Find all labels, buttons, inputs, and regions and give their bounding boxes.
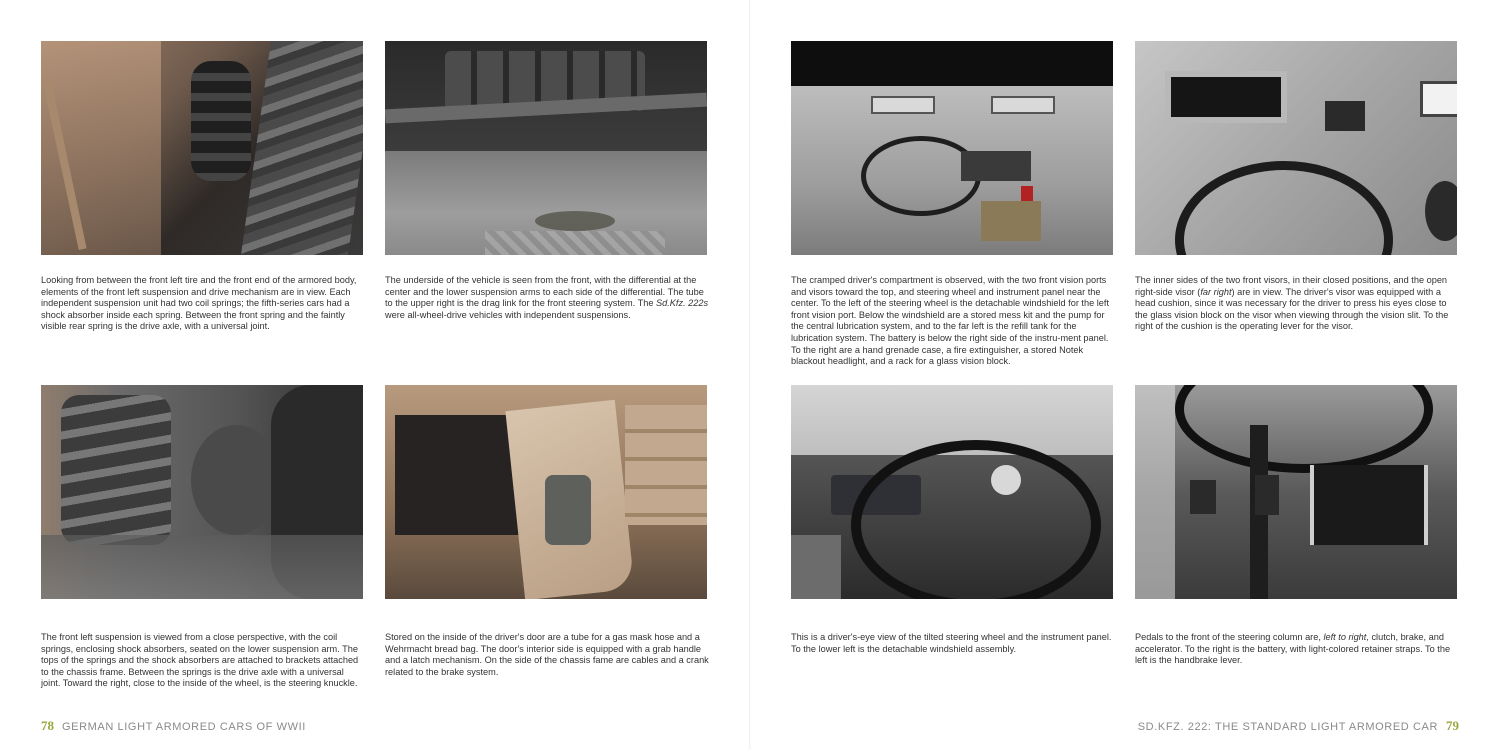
front-visors-photo [1135, 41, 1457, 255]
caption-coil-springs: The front left suspension is viewed from a close perspective, with the coil springs, enclosing shock absorbers, seated on the lower suspension arm. The tops of the springs and the shock absorbers are attached to brackets attached to the chassis frame. Between the springs is the drive axle with a universal joint. Toward the right, close to the inside of the wheel, is the steering knuckle. [41, 632, 359, 689]
running-title-left: GERMAN LIGHT ARMORED CARS OF WWII [62, 721, 306, 733]
caption-vehicle-underside [385, 275, 709, 321]
caption-italic-text: far right [1200, 286, 1232, 297]
caption-text: Pedals to the front of the steering column are, [1135, 632, 1324, 642]
caption-pedals [1135, 632, 1459, 667]
caption-steering-wheel-view: This is a driver's-eye view of the tilted steering wheel and the instrument panel. To the lower left is the detachable windshield assembly. [791, 632, 1112, 654]
right-page [750, 0, 1500, 750]
caption-italic-text: Sd.Kfz. 222s [656, 298, 709, 309]
caption-text: clutch, brake, and accelerator. To the right is the battery, with light-colored retainer straps. To the left is the handbrake lever. [1135, 632, 1451, 666]
caption-front-visors [1135, 275, 1459, 333]
caption-text: The inner sides of the two front visors, in their closed positions, and the open right-side visor ( [1135, 275, 1448, 297]
coil-springs-closeup-photo [41, 385, 363, 599]
page-number-right: 79 [1446, 718, 1459, 733]
caption-italic-text: left to right, [1323, 632, 1369, 642]
caption-text: were all-wheel-drive vehicles with independent suspensions. [385, 309, 631, 320]
caption-drivers-compartment: The cramped driver's compartment is observed, with the two front vision ports and visors toward the top, and steering wheel and instrument panel near the center. To the left of the steering wheel is the detachable windshield for the left front vision port. Below the windshield are a stored mess kit and the pump for the central lubrication system, and to the far left is the refill tank for the lubrication system. The battery is below the right side of the instru-ment panel. To the right are a hand grenade case, a fire extinguisher, a stored Notek blackout headlight, and a rack for a glass vision block. [791, 275, 1110, 367]
left-page-footer [41, 718, 306, 734]
page-number-left: 78 [41, 718, 54, 733]
running-title-right: SD.KFZ. 222: THE STANDARD LIGHT ARMORED CAR [1137, 721, 1438, 733]
vehicle-underside-photo [385, 41, 707, 255]
caption-front-left-suspension: Looking from between the front left tire and the front end of the armored body, elements of the front left suspension and drive mechanism are in view. Each independent suspension unit had two coil springs; the fifth-series cars had a shock absorber inside each spring. Between the front spring and the faintly visible rear spring is the drive axle, with a universal joint. [41, 275, 357, 332]
drivers-compartment-photo [791, 41, 1113, 255]
drivers-door-interior-photo [385, 385, 707, 599]
caption-text: The underside of the vehicle is seen from the front, with the differential at the center and the lower suspension arms to each side of the differential. The tube to the upper right is the drag link for the front steering system. The [385, 275, 704, 309]
right-page-footer [1138, 718, 1459, 734]
pedals-photo [1135, 385, 1457, 599]
caption-text: ) are in view. The driver's visor was equipped with a head cushion, since it was necessary for the driver to press his eyes close to the glass vision block on the visor when viewing through the vision slit. To the right of the cushion is the operating lever for the visor. [1135, 286, 1449, 332]
front-left-suspension-photo [41, 41, 363, 255]
caption-drivers-door: Stored on the inside of the driver's door are a tube for a gas mask hose and a Wehrmacht bread bag. The door's interior side is equipped with a grab handle and a latch mechanism. On the side of the chassis fame are cables and a crank related to the brake system. [385, 632, 709, 677]
steering-wheel-view-photo [791, 385, 1113, 599]
